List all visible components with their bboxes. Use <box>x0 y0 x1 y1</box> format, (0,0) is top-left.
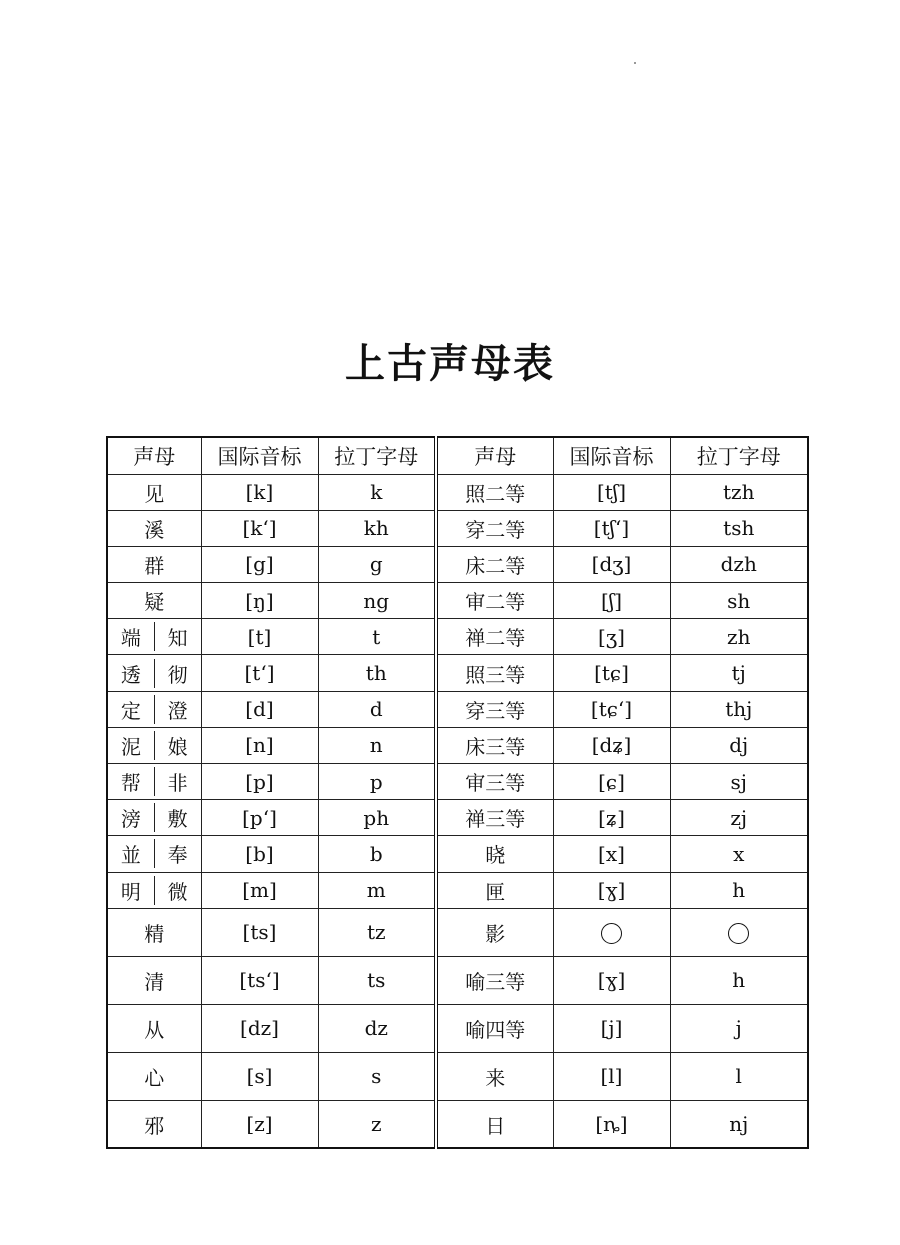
ipa-cell: [ʒ] <box>553 619 670 655</box>
table-row <box>107 1004 808 1052</box>
latin-cell: n <box>318 727 436 763</box>
initial-pair-cell <box>107 727 201 763</box>
latin-cell: nj <box>670 1100 808 1148</box>
ipa-cell: [k‘] <box>201 510 318 546</box>
initial-cell: 敷 <box>167 807 188 832</box>
latin-cell: ph <box>318 800 436 836</box>
latin-cell: zj <box>670 800 808 836</box>
initial-cell: 禅三等 <box>436 800 553 836</box>
ipa-cell: [s] <box>201 1052 318 1100</box>
initial-cell: 审三等 <box>436 764 553 800</box>
latin-cell: z <box>318 1100 436 1148</box>
initial-pair-cell <box>107 872 201 908</box>
latin-cell: kh <box>318 510 436 546</box>
initial-pair-cell <box>107 764 201 800</box>
latin-cell: h <box>670 872 808 908</box>
latin-cell: sj <box>670 764 808 800</box>
header-cell: 声母 <box>436 437 553 474</box>
table-row <box>107 800 808 836</box>
latin-cell: zh <box>670 619 808 655</box>
initial-cell: 透 <box>108 659 155 688</box>
initial-cell: 照三等 <box>436 655 553 691</box>
initial-cell: 精 <box>107 908 201 956</box>
initial-cell: 匣 <box>436 872 553 908</box>
initial-cell: 奉 <box>167 843 188 868</box>
initial-cell: 群 <box>107 546 201 582</box>
ipa-cell: [t‘] <box>201 655 318 691</box>
initial-cell: 定 <box>108 695 155 724</box>
latin-cell: p <box>318 764 436 800</box>
ipa-cell: [j] <box>553 1004 670 1052</box>
table-row <box>107 872 808 908</box>
initial-cell: 微 <box>167 879 188 904</box>
initial-cell: 非 <box>167 771 188 796</box>
initial-cell: 心 <box>107 1052 201 1100</box>
table-row <box>107 583 808 619</box>
initial-cell: 影 <box>436 908 553 956</box>
latin-cell: l <box>670 1052 808 1100</box>
latin-cell: sh <box>670 583 808 619</box>
initial-cell: 溪 <box>107 510 201 546</box>
latin-cell <box>670 908 808 956</box>
latin-cell: tsh <box>670 510 808 546</box>
ipa-cell: [dʒ] <box>553 546 670 582</box>
latin-cell: dzh <box>670 546 808 582</box>
ipa-cell: [tɕ] <box>553 655 670 691</box>
header-cell: 国际音标 <box>201 437 318 474</box>
ipa-cell: [l] <box>553 1052 670 1100</box>
initial-cell: 端 <box>108 622 155 651</box>
ipa-cell: [z] <box>201 1100 318 1148</box>
latin-cell: th <box>318 655 436 691</box>
ipa-cell: [p‘] <box>201 800 318 836</box>
ipa-cell: [ɣ] <box>553 872 670 908</box>
ipa-cell: [tʃ] <box>553 474 670 510</box>
ipa-cell <box>553 908 670 956</box>
table-row <box>107 1052 808 1100</box>
initial-cell: 泥 <box>108 731 155 760</box>
initial-cell: 明 <box>108 876 155 905</box>
initial-cell: 照二等 <box>436 474 553 510</box>
ipa-cell: [m] <box>201 872 318 908</box>
latin-cell: tzh <box>670 474 808 510</box>
ipa-cell: [tʃ‘] <box>553 510 670 546</box>
latin-cell: g <box>318 546 436 582</box>
ipa-cell: [ts‘] <box>201 956 318 1004</box>
ipa-cell: [ɕ] <box>553 764 670 800</box>
initial-cell: 晓 <box>436 836 553 872</box>
ipa-cell: [tɕ‘] <box>553 691 670 727</box>
ipa-cell: [dʑ] <box>553 727 670 763</box>
ipa-cell: [d] <box>201 691 318 727</box>
ipa-cell: [k] <box>201 474 318 510</box>
latin-cell: dj <box>670 727 808 763</box>
latin-cell: thj <box>670 691 808 727</box>
initials-table <box>106 436 809 1149</box>
latin-cell: tj <box>670 655 808 691</box>
initial-cell: 禅二等 <box>436 619 553 655</box>
ipa-cell: [ŋ] <box>201 583 318 619</box>
ipa-cell: [p] <box>201 764 318 800</box>
table-row <box>107 764 808 800</box>
ipa-cell: [x] <box>553 836 670 872</box>
header-cell: 拉丁字母 <box>670 437 808 474</box>
table-row <box>107 474 808 510</box>
initial-cell: 娘 <box>167 734 188 759</box>
initial-pair-cell <box>107 619 201 655</box>
table-row <box>107 691 808 727</box>
latin-cell: dz <box>318 1004 436 1052</box>
header-row <box>107 437 808 474</box>
table-row <box>107 956 808 1004</box>
initial-cell: 邪 <box>107 1100 201 1148</box>
latin-cell: s <box>318 1052 436 1100</box>
latin-cell: h <box>670 956 808 1004</box>
initial-pair-cell <box>107 836 201 872</box>
speck-mark <box>634 62 636 64</box>
ipa-cell: [t] <box>201 619 318 655</box>
initial-cell: 喻四等 <box>436 1004 553 1052</box>
table-row <box>107 727 808 763</box>
initial-cell: 帮 <box>108 767 155 796</box>
latin-cell: ng <box>318 583 436 619</box>
table-row <box>107 908 808 956</box>
table-row <box>107 655 808 691</box>
table-row <box>107 546 808 582</box>
initial-cell: 床三等 <box>436 727 553 763</box>
header-cell: 声母 <box>107 437 201 474</box>
latin-cell: t <box>318 619 436 655</box>
initial-cell: 彻 <box>167 662 188 687</box>
ipa-cell: [b] <box>201 836 318 872</box>
header-cell: 国际音标 <box>553 437 670 474</box>
table-row <box>107 510 808 546</box>
latin-cell: d <box>318 691 436 727</box>
initial-pair-cell <box>107 655 201 691</box>
ipa-cell: [dz] <box>201 1004 318 1052</box>
initial-cell: 疑 <box>107 583 201 619</box>
latin-cell: x <box>670 836 808 872</box>
table-body <box>107 437 808 1148</box>
initial-cell: 並 <box>108 839 155 868</box>
table-row <box>107 619 808 655</box>
table-row <box>107 836 808 872</box>
header-cell: 拉丁字母 <box>318 437 436 474</box>
latin-cell: tz <box>318 908 436 956</box>
initial-cell: 滂 <box>108 803 155 832</box>
initial-cell: 穿三等 <box>436 691 553 727</box>
initial-pair-cell <box>107 691 201 727</box>
ipa-cell: [ȵ] <box>553 1100 670 1148</box>
initial-cell: 清 <box>107 956 201 1004</box>
ipa-cell: [ts] <box>201 908 318 956</box>
page-title: 上古声母表 <box>345 340 555 387</box>
initial-cell: 知 <box>167 626 188 651</box>
ipa-cell: [ɣ] <box>553 956 670 1004</box>
latin-cell: k <box>318 474 436 510</box>
ipa-cell: [ʃ] <box>553 583 670 619</box>
ipa-cell: [n] <box>201 727 318 763</box>
initial-cell: 审二等 <box>436 583 553 619</box>
initial-cell: 来 <box>436 1052 553 1100</box>
initial-cell: 穿二等 <box>436 510 553 546</box>
initial-cell: 喻三等 <box>436 956 553 1004</box>
latin-cell: b <box>318 836 436 872</box>
initial-cell: 澄 <box>167 698 188 723</box>
initial-pair-cell <box>107 800 201 836</box>
table-row <box>107 1100 808 1148</box>
initial-cell: 床二等 <box>436 546 553 582</box>
latin-cell: m <box>318 872 436 908</box>
latin-cell: j <box>670 1004 808 1052</box>
initial-cell: 日 <box>436 1100 553 1148</box>
initial-cell: 从 <box>107 1004 201 1052</box>
circle-icon <box>601 923 622 944</box>
latin-cell: ts <box>318 956 436 1004</box>
ipa-cell: [ʑ] <box>553 800 670 836</box>
initial-cell: 见 <box>107 474 201 510</box>
ipa-cell: [g] <box>201 546 318 582</box>
circle-icon <box>728 923 749 944</box>
